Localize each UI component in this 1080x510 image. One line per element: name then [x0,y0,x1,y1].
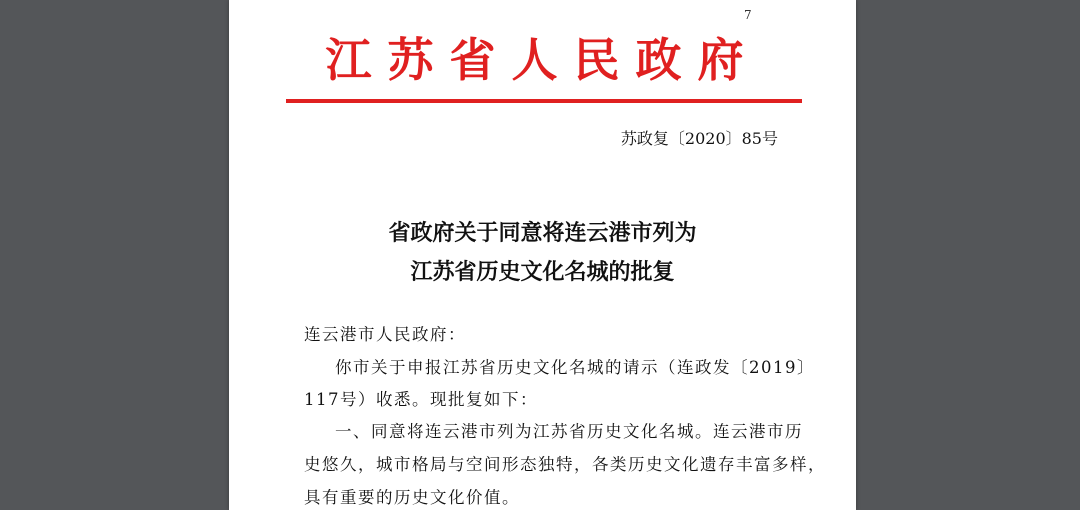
body-line: 史悠久，城市格局与空间形态独特，各类历史文化遗存丰富多样， [304,455,826,474]
red-divider-line [286,99,802,103]
scan-mark: 7 [744,8,752,22]
body-line: 117号）收悉。现批复如下： [304,390,538,409]
body-line: 一、同意将连云港市列为江苏省历史文化名城。连云港市历 [335,422,803,441]
body-line: 具有重要的历史文化价值。 [304,488,520,507]
document-title-line-2: 江苏省历史文化名城的批复 [410,260,675,285]
document-number: 苏政复〔2020〕85号 [620,129,778,148]
body-line: 你市关于申报江苏省历史文化名城的请示（连政发〔2019〕 [335,358,815,377]
document-page [229,0,856,510]
salutation: 连云港市人民政府： [304,325,466,344]
issuer-masthead: 江苏省人民政府 [325,33,760,87]
document-title-line-1: 省政府关于同意将连云港市列为 [388,221,697,246]
